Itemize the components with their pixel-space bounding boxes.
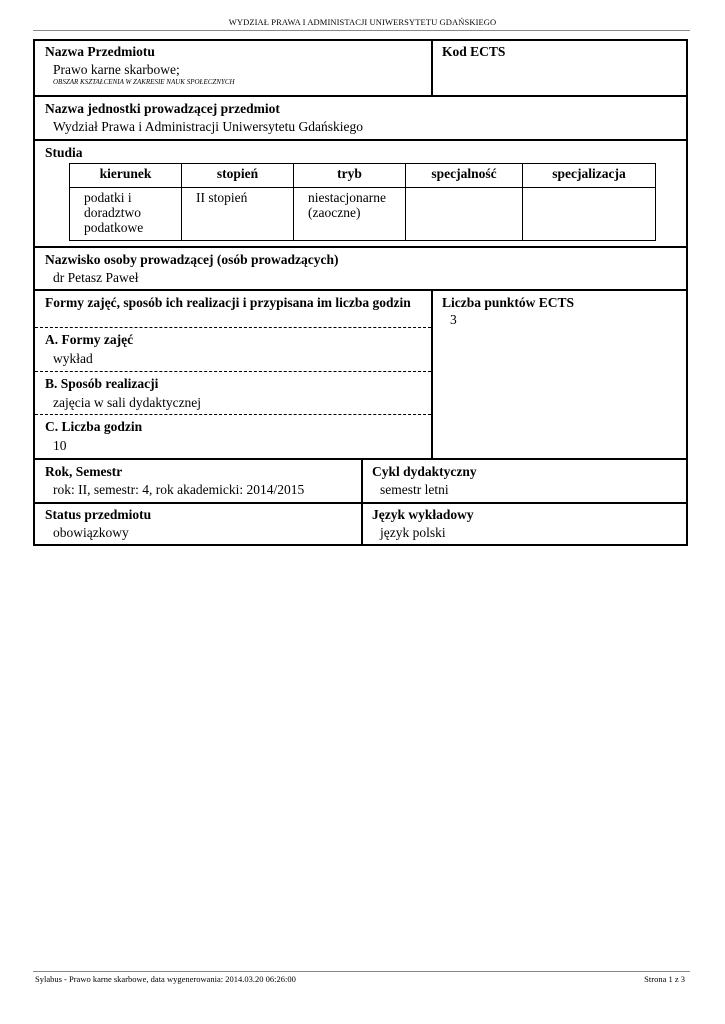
forms-divider bbox=[431, 291, 433, 458]
page-header: WYDZIAŁ PRAWA I ADMINISTACJI UNIWERSYTETU GDAŃSKIEGO bbox=[228, 17, 497, 27]
term-label: Rok, Semestr bbox=[45, 464, 123, 479]
ects-points-value: 3 bbox=[450, 312, 457, 327]
footer-page-number: Strona 1 z 3 bbox=[644, 974, 685, 984]
status-value: obowiązkowy bbox=[53, 525, 129, 540]
studies-header-row bbox=[70, 164, 656, 188]
header-divider bbox=[33, 30, 690, 31]
ects-code-label: Kod ECTS bbox=[442, 44, 506, 59]
cycle-value: semestr letni bbox=[380, 482, 449, 497]
course-area: OBSZAR KSZTAŁCENIA W ZAKRESIE NAUK SPOŁECZNYCH bbox=[53, 78, 235, 86]
forms-label: Formy zajęć, sposób ich realizacji i przypisana im liczba godzin bbox=[45, 295, 411, 310]
col-stopien: stopień bbox=[182, 164, 294, 188]
status-divider bbox=[361, 504, 363, 544]
unit-label: Nazwa jednostki prowadzącej przedmiot bbox=[45, 101, 280, 116]
lecturer-section bbox=[33, 246, 688, 291]
course-name-value: Prawo karne skarbowe; bbox=[53, 62, 180, 77]
language-value: język polski bbox=[380, 525, 446, 540]
forms-dash-1 bbox=[35, 327, 431, 328]
studies-table bbox=[69, 163, 656, 241]
cell-specjalnosc bbox=[406, 188, 523, 241]
course-divider bbox=[431, 41, 433, 95]
unit-section bbox=[33, 95, 688, 141]
unit-value: Wydział Prawa i Administracji Uniwersytetu Gdańskiego bbox=[53, 119, 363, 134]
language-label: Język wykładowy bbox=[372, 507, 474, 522]
forms-a-value: wykład bbox=[53, 351, 93, 366]
ects-points-label: Liczba punktów ECTS bbox=[442, 295, 575, 310]
studies-label: Studia bbox=[45, 145, 83, 160]
col-specjalizacja: specjalizacja bbox=[523, 164, 656, 188]
cell-stopien: II stopień bbox=[182, 188, 294, 241]
course-name-label: Nazwa Przedmiotu bbox=[45, 44, 155, 59]
lecturer-value: dr Petasz Paweł bbox=[53, 270, 139, 285]
lecturer-label: Nazwisko osoby prowadzącej (osób prowadzących) bbox=[45, 252, 339, 267]
footer-divider bbox=[33, 971, 690, 972]
forms-c-value: 10 bbox=[53, 438, 67, 453]
table-row bbox=[70, 188, 656, 241]
term-section bbox=[33, 458, 688, 504]
forms-b-label: B. Sposób realizacji bbox=[45, 376, 159, 391]
cell-specjalizacja bbox=[523, 188, 656, 241]
status-section bbox=[33, 502, 688, 546]
cycle-label: Cykl dydaktyczny bbox=[372, 464, 477, 479]
col-kierunek: kierunek bbox=[70, 164, 182, 188]
forms-c-label: C. Liczba godzin bbox=[45, 419, 143, 434]
studies-section bbox=[33, 139, 688, 248]
footer-left: Sylabus - Prawo karne skarbowe, data wygenerowania: 2014.03.20 06:26:00 bbox=[35, 974, 296, 984]
forms-b-value: zajęcia w sali dydaktycznej bbox=[53, 395, 202, 410]
forms-dash-3 bbox=[35, 414, 431, 415]
col-specjalnosc: specjalność bbox=[406, 164, 523, 188]
forms-dash-2 bbox=[35, 371, 431, 372]
term-value: rok: II, semestr: 4, rok akademicki: 2014/2015 bbox=[53, 482, 305, 497]
forms-section bbox=[33, 289, 688, 460]
cell-tryb: niestacjonarne (zaoczne) bbox=[294, 188, 406, 241]
col-tryb: tryb bbox=[294, 164, 406, 188]
forms-a-label: A. Formy zajęć bbox=[45, 332, 134, 347]
course-name-section bbox=[33, 39, 688, 97]
term-divider bbox=[361, 460, 363, 502]
cell-kierunek: podatki i doradztwo podatkowe bbox=[70, 188, 182, 241]
status-label: Status przedmiotu bbox=[45, 507, 152, 522]
